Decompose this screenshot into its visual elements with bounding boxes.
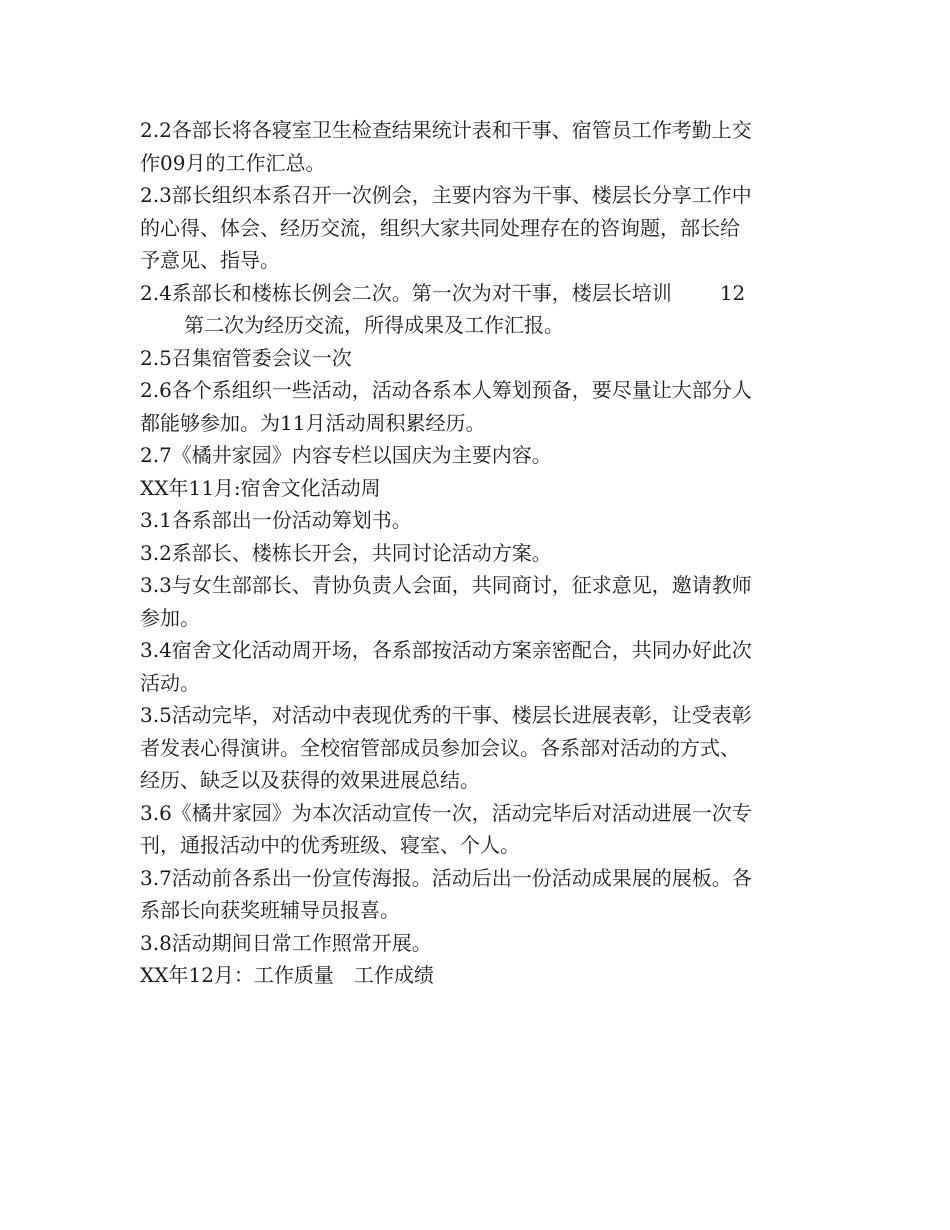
section-heading: XX年12月：工作质量 工作成绩 <box>140 963 434 987</box>
text-line: 者发表心得演讲。全校宿管部成员参加会议。各系部对活动的方式、 <box>140 735 740 760</box>
page-number-marker: 12 <box>719 280 746 305</box>
text-line: 参加。 <box>140 605 200 630</box>
text-line: 刊，通报活动中的优秀班级、寝室、个人。 <box>140 833 520 857</box>
text-line: 3.7活动前各系出一份宣传海报。活动后出一份活动成果展的展板。各 <box>140 865 752 890</box>
text-line: 2.2各部长将各寝室卫生检查结果统计表和干事、宿管员工作考勤上交 <box>140 118 752 142</box>
text-line: 予意见、指导。 <box>140 248 280 272</box>
text-line: 系部长向获奖班辅导员报喜。 <box>140 898 400 922</box>
document-body <box>140 114 820 992</box>
text-line: 活动。 <box>140 670 200 695</box>
text-line: 3.6《橘井家园》为本次活动宣传一次，活动完毕后对活动进展一次专 <box>140 800 752 825</box>
text-line: 都能够参加。为11月活动周积累经历。 <box>140 410 486 435</box>
text-line: 3.3与女生部部长、青协负责人会面，共同商讨，征求意见，邀请教师 <box>140 573 752 597</box>
text-line: 3.4宿舍文化活动周开场，各系部按活动方案亲密配合，共同办好此次 <box>140 638 752 662</box>
text-line: 3.8活动期间日常工作照常开展。 <box>140 930 432 955</box>
text-line: 2.7《橘井家园》内容专栏以国庆为主要内容。 <box>140 443 552 467</box>
text-line: 3.1各系部出一份活动筹划书。 <box>140 508 412 532</box>
text-line: 作09月的工作汇总。 <box>140 150 326 175</box>
text-line: 经历、缺乏以及获得的效果进展总结。 <box>140 768 480 792</box>
text-line: 的心得、体会、经历交流，组织大家共同处理存在的咨询题，部长给 <box>140 215 740 240</box>
text-line: 3.5活动完毕，对活动中表现优秀的干事、楼层长进展表彰，让受表彰 <box>140 703 752 727</box>
text-line-with-number <box>140 277 820 310</box>
text-line: 2.5召集宿管委会议一次 <box>140 345 352 370</box>
text-line-indented: 第二次为经历交流，所得成果及工作汇报。 <box>184 313 564 337</box>
text-line: 2.6各个系组织一些活动，活动各系本人筹划预备，要尽量让大部分人 <box>140 378 752 402</box>
text-line: 3.2系部长、楼栋长开会，共同讨论活动方案。 <box>140 540 552 565</box>
section-heading: XX年11月:宿舍文化活动周 <box>140 475 381 500</box>
text-line-main: 2.4系部长和楼栋长例会二次。第一次为对干事，楼层长培训 <box>140 280 672 305</box>
text-line: 2.3部长组织本系召开一次例会，主要内容为干事、楼层长分享工作中 <box>140 183 752 207</box>
